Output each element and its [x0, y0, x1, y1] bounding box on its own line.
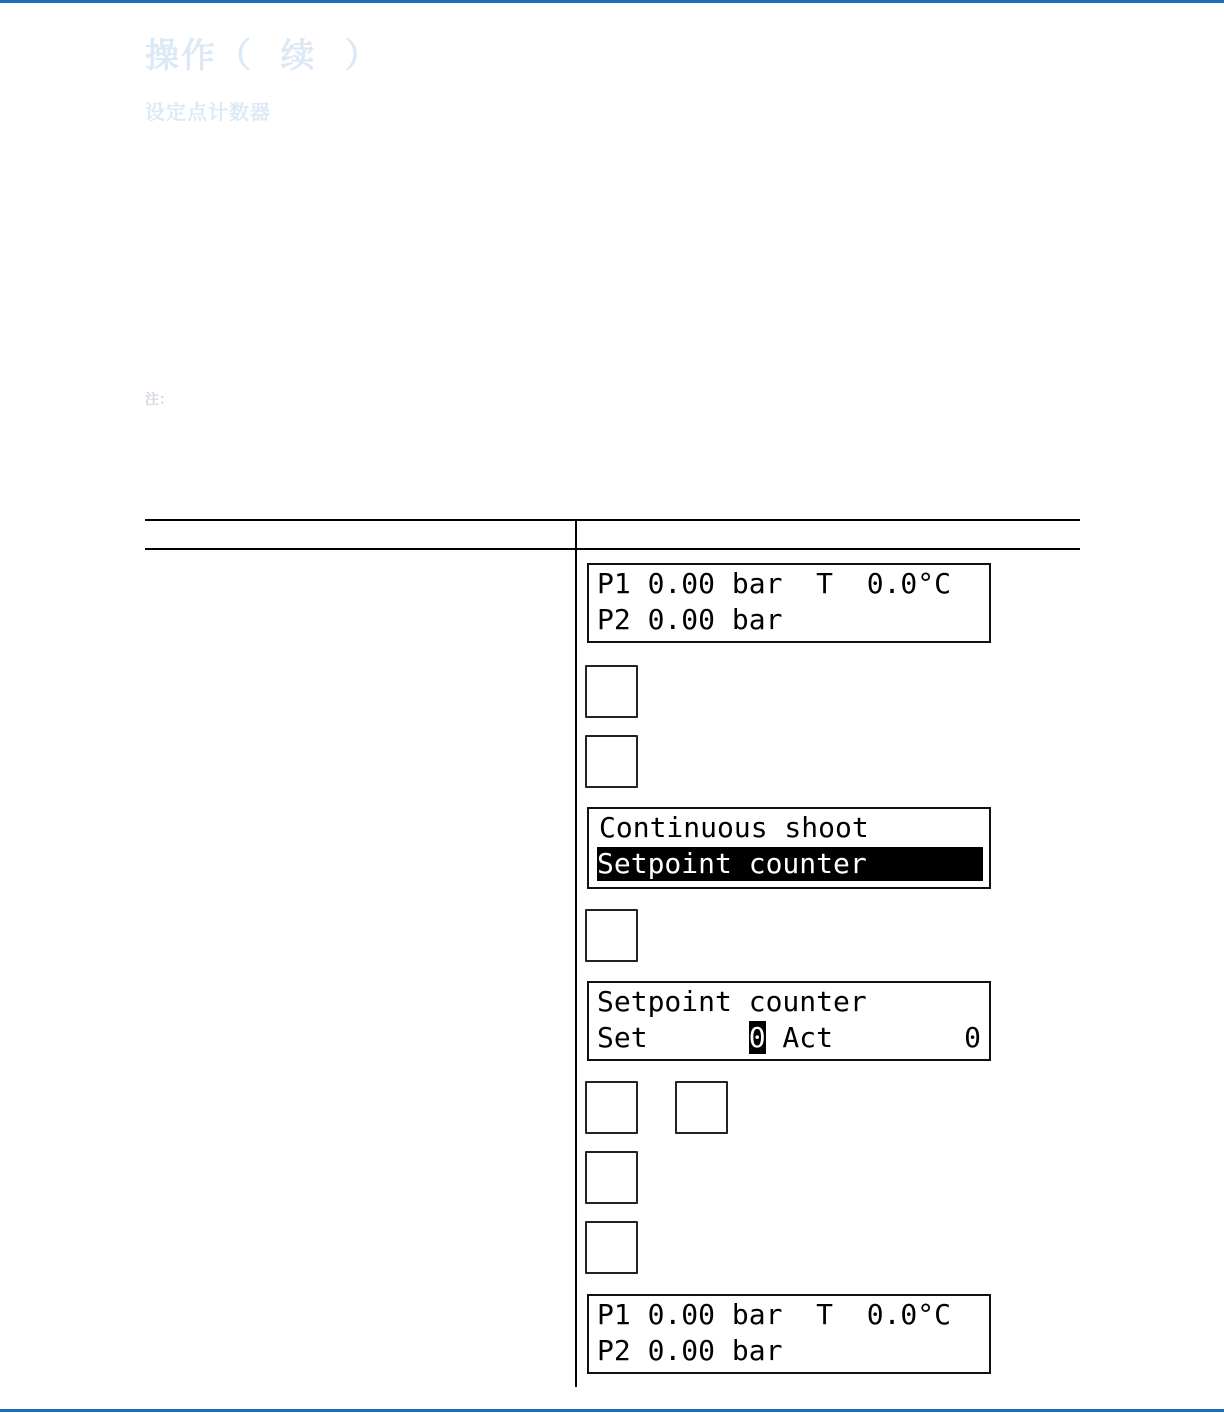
menu-item-continuous-shoot: Continuous shoot [599, 811, 869, 844]
lcd-line-pressure-2: P2 0.00 bar [597, 603, 783, 636]
lcd-home-display [587, 563, 991, 643]
section-title: 设定点计数器 [145, 100, 271, 124]
key-button[interactable] [585, 1221, 638, 1274]
table-header-rule [145, 548, 1080, 550]
lcd-home-display-return [587, 1294, 991, 1374]
act-value: 0 [964, 1021, 981, 1054]
key-button[interactable] [585, 909, 638, 962]
table-column-divider [575, 520, 577, 1387]
lcd-setpoint-display [587, 981, 991, 1061]
key-button[interactable] [585, 735, 638, 788]
top-accent-rule [0, 0, 1224, 3]
note-label: 注： [145, 392, 173, 408]
lcd-line-pressure-1: P1 0.00 bar T 0.0°C [597, 567, 952, 600]
lcd-line-pressure-2: P2 0.00 bar [597, 1334, 783, 1367]
table-top-rule [145, 519, 1080, 521]
set-label: Set [597, 1021, 749, 1054]
key-button[interactable] [675, 1081, 728, 1134]
menu-item-setpoint-counter-selected: Setpoint counter [597, 847, 983, 881]
page-title: 操作（ 续 ） [145, 36, 381, 76]
lcd-setpoint-row [597, 1021, 833, 1055]
lcd-setpoint-title: Setpoint counter [597, 985, 867, 1018]
act-label: Act [765, 1021, 834, 1054]
lcd-menu-display [587, 807, 991, 889]
set-value-cursor: 0 [748, 1021, 766, 1054]
lcd-line-pressure-1: P1 0.00 bar T 0.0°C [597, 1298, 952, 1331]
key-button[interactable] [585, 1081, 638, 1134]
bottom-accent-rule [0, 1409, 1224, 1412]
key-button[interactable] [585, 1151, 638, 1204]
key-button[interactable] [585, 665, 638, 718]
